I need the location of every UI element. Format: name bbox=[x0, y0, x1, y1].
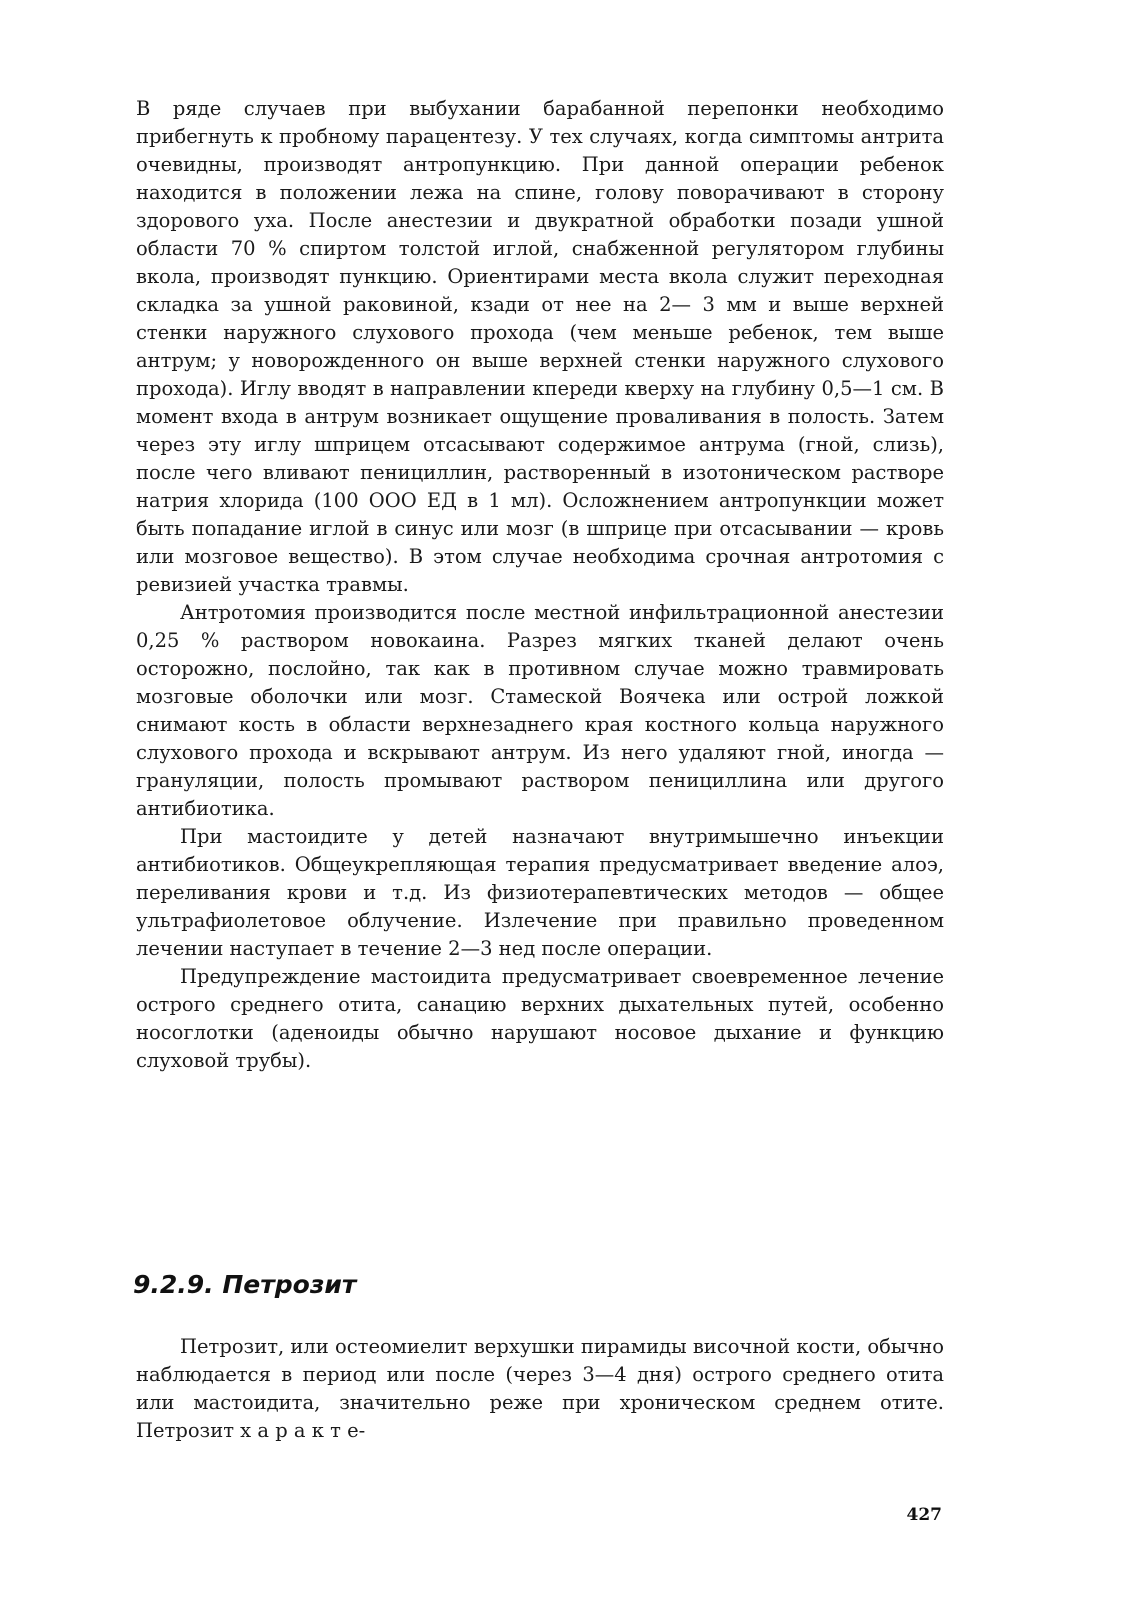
paragraph-antropunction: В ряде случаев при выбухании барабанной перепонки необходимо прибегнуть к пробному парацентезу. У тех случаях, когда симптомы антрита очевидны, производят антропункцию. При данной операции ребенок находится в положении лежа на спине, голову поворачивают в сторону здорового уха. После анестезии и двукратной обработки позади ушной области 70 % спиртом толстой иглой, снабженной регулятором глубины вкола, производят пункцию. Ориентирами места вкола служит переходная складка за ушной раковиной, кзади от нее на 2— 3 мм и выше верхней стенки наружного слухового прохода (чем меньше ребенок, тем выше антрум; у новорожденного он выше верхней стенки наружного слухового прохода). Иглу вводят в направлении кпереди кверху на глубину 0,5—1 см. В момент входа в антрум возникает ощущение проваливания в полость. Затем через эту иглу шприцем отсасывают содержимое антрума (гной, слизь), после чего вливают пенициллин, растворенный в изотоническом растворе натрия хлорида (100 ООО ЕД в 1 мл). Осложнением антропункции может быть попадание иглой в синус или мозг (в шприце при отсасывании — кровь или мозговое вещество). В этом случае необходима срочная антротомия с ревизией участка травмы. bbox=[136, 97, 944, 596]
paragraph-mastoiditis-prevention: Предупреждение мастоидита предусматривает своевременное лечение острого среднего отита, санацию верхних дыхательных путей, особенно носоглотки (аденоиды обычно нарушают носовое дыхание и функцию слуховой трубы). bbox=[136, 965, 944, 1072]
paragraph-antrotomy: Антротомия производится после местной инфильтрационной анестезии 0,25 % раствором новокаина. Разрез мягких тканей делают очень осторожно, послойно, так как в противном случае можно травмировать мозговые оболочки или мозг. Стамеской Воячека или острой ложкой снимают кость в области верхнезаднего края костного кольца наружного слухового прохода и вскрывают антрум. Из него удаляют гной, иногда — грануляции, полость промывают раствором пенициллина или другого антибиотика. bbox=[136, 601, 944, 820]
paragraph-mastoiditis-treatment: При мастоидите у детей назначают внутримышечно инъекции антибиотиков. Общеукрепляющая терапия предусматривает введение алоэ, переливания крови и т.д. Из физиотерапевтических методов — общее ультрафиолетовое облучение. Излечение при правильно проведенном лечении наступает в течение 2—3 нед после операции. bbox=[136, 825, 944, 960]
body-text-bottom bbox=[136, 1333, 944, 1445]
page-number: 427 bbox=[906, 1505, 942, 1525]
body-text-top bbox=[136, 95, 944, 1075]
paragraph-petrositis: Петрозит, или остеомиелит верхушки пирамиды височной кости, обычно наблюдается в период или после (через 3—4 дня) острого среднего отита или мастоидита, значительно реже при хроническом среднем отите. Петрозит х а р а к т е- bbox=[136, 1335, 944, 1442]
section-heading: 9.2.9. Петрозит bbox=[133, 1270, 357, 1299]
